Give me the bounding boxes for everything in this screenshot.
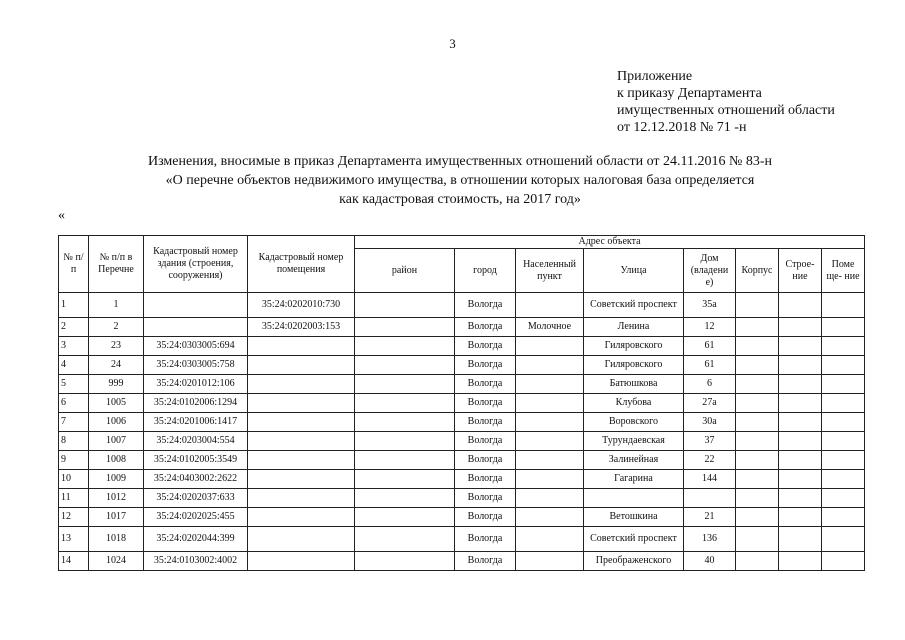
cell-room bbox=[822, 413, 865, 432]
table-row bbox=[59, 394, 865, 413]
cell-list-num: 2 bbox=[89, 318, 144, 337]
cell-building bbox=[779, 293, 822, 318]
cell-room bbox=[822, 508, 865, 527]
cell-building bbox=[779, 552, 822, 571]
cell-building-cadastre: 35:24:0103002:4002 bbox=[144, 552, 248, 571]
cell-list-num: 1012 bbox=[89, 489, 144, 508]
cell-korpus bbox=[736, 451, 779, 470]
cell-building-cadastre: 35:24:0303005:758 bbox=[144, 356, 248, 375]
cell-house: 21 bbox=[684, 508, 736, 527]
cell-district bbox=[355, 394, 455, 413]
cell-room-cadastre bbox=[248, 356, 355, 375]
cell-street: Гиляровского bbox=[584, 337, 684, 356]
cell-settlement bbox=[516, 293, 584, 318]
cell-settlement bbox=[516, 394, 584, 413]
cell-building bbox=[779, 356, 822, 375]
cell-house: 136 bbox=[684, 527, 736, 552]
cell-building-cadastre bbox=[144, 293, 248, 318]
cell-num: 7 bbox=[59, 413, 89, 432]
cell-street: Советский проспект bbox=[584, 293, 684, 318]
table-row bbox=[59, 318, 865, 337]
table-row bbox=[59, 293, 865, 318]
cell-num: 11 bbox=[59, 489, 89, 508]
cell-list-num: 1017 bbox=[89, 508, 144, 527]
cell-room-cadastre: 35:24:0202010:730 bbox=[248, 293, 355, 318]
cell-list-num: 1024 bbox=[89, 552, 144, 571]
cell-house: 61 bbox=[684, 337, 736, 356]
cell-settlement bbox=[516, 375, 584, 394]
cell-settlement bbox=[516, 337, 584, 356]
table-row bbox=[59, 552, 865, 571]
cell-num: 8 bbox=[59, 432, 89, 451]
cell-building-cadastre bbox=[144, 318, 248, 337]
cell-korpus bbox=[736, 337, 779, 356]
cell-room-cadastre bbox=[248, 489, 355, 508]
cell-district bbox=[355, 451, 455, 470]
cell-room-cadastre bbox=[248, 375, 355, 394]
cell-city: Вологда bbox=[455, 394, 516, 413]
cell-building bbox=[779, 489, 822, 508]
header-room-cadastre: Кадастровый номер помещения bbox=[248, 236, 355, 293]
cell-num: 12 bbox=[59, 508, 89, 527]
cell-list-num: 24 bbox=[89, 356, 144, 375]
cell-building bbox=[779, 470, 822, 489]
header-city: город bbox=[455, 249, 516, 293]
title-line: «О перечне объектов недвижимого имущества, в отношении которых налоговая база определяется bbox=[165, 173, 755, 188]
header-district: район bbox=[355, 249, 455, 293]
cell-room bbox=[822, 489, 865, 508]
cell-district bbox=[355, 318, 455, 337]
cell-korpus bbox=[736, 470, 779, 489]
cell-house: 22 bbox=[684, 451, 736, 470]
cell-korpus bbox=[736, 356, 779, 375]
cell-settlement: Молочное bbox=[516, 318, 584, 337]
cell-room bbox=[822, 318, 865, 337]
cell-building bbox=[779, 413, 822, 432]
table-row bbox=[59, 356, 865, 375]
appendix-header bbox=[617, 68, 835, 136]
appendix-line: Приложение bbox=[617, 69, 693, 84]
cell-building-cadastre: 35:24:0202044:399 bbox=[144, 527, 248, 552]
cell-district bbox=[355, 527, 455, 552]
cell-district bbox=[355, 552, 455, 571]
cell-room bbox=[822, 394, 865, 413]
cell-room-cadastre: 35:24:0202003:153 bbox=[248, 318, 355, 337]
cell-building-cadastre: 35:24:0303005:694 bbox=[144, 337, 248, 356]
table-row bbox=[59, 508, 865, 527]
cell-house: 61 bbox=[684, 356, 736, 375]
cell-house bbox=[684, 489, 736, 508]
cell-house: 6 bbox=[684, 375, 736, 394]
cell-building-cadastre: 35:24:0102006:1294 bbox=[144, 394, 248, 413]
appendix-line: имущественных отношений области bbox=[617, 103, 835, 118]
cell-city: Вологда bbox=[455, 375, 516, 394]
cell-settlement bbox=[516, 451, 584, 470]
header-korpus: Корпус bbox=[736, 249, 779, 293]
cell-building-cadastre: 35:24:0202025:455 bbox=[144, 508, 248, 527]
cell-building-cadastre: 35:24:0203004:554 bbox=[144, 432, 248, 451]
cell-street: Гиляровского bbox=[584, 356, 684, 375]
cell-settlement bbox=[516, 432, 584, 451]
header-room: Поме ще- ние bbox=[822, 249, 865, 293]
cell-list-num: 1009 bbox=[89, 470, 144, 489]
cell-num: 3 bbox=[59, 337, 89, 356]
document-title bbox=[60, 152, 860, 209]
cell-room bbox=[822, 375, 865, 394]
cell-korpus bbox=[736, 318, 779, 337]
appendix-line: от 12.12.2018 № 71 -н bbox=[617, 120, 747, 135]
cell-room bbox=[822, 527, 865, 552]
table-row bbox=[59, 489, 865, 508]
cell-street: Советский проспект bbox=[584, 527, 684, 552]
cell-room-cadastre bbox=[248, 432, 355, 451]
cell-building-cadastre: 35:24:0403002:2622 bbox=[144, 470, 248, 489]
cell-room bbox=[822, 432, 865, 451]
cell-district bbox=[355, 470, 455, 489]
header-list-num: № п/п в Перечне bbox=[89, 236, 144, 293]
cell-list-num: 1018 bbox=[89, 527, 144, 552]
header-building: Строе- ние bbox=[779, 249, 822, 293]
cell-num: 6 bbox=[59, 394, 89, 413]
cell-building-cadastre: 35:24:0201006:1417 bbox=[144, 413, 248, 432]
cell-city: Вологда bbox=[455, 451, 516, 470]
cell-room-cadastre bbox=[248, 337, 355, 356]
title-line: как кадастровая стоимость, на 2017 год» bbox=[339, 192, 581, 207]
cell-room bbox=[822, 552, 865, 571]
table-row bbox=[59, 527, 865, 552]
appendix-line: к приказу Департамента bbox=[617, 86, 762, 101]
cell-korpus bbox=[736, 489, 779, 508]
cell-list-num: 1005 bbox=[89, 394, 144, 413]
cell-korpus bbox=[736, 375, 779, 394]
objects-table bbox=[58, 235, 865, 571]
cell-city: Вологда bbox=[455, 337, 516, 356]
cell-district bbox=[355, 375, 455, 394]
cell-city: Вологда bbox=[455, 293, 516, 318]
cell-settlement bbox=[516, 356, 584, 375]
cell-city: Вологда bbox=[455, 508, 516, 527]
cell-building bbox=[779, 394, 822, 413]
cell-street: Залинейная bbox=[584, 451, 684, 470]
cell-district bbox=[355, 293, 455, 318]
cell-street: Батюшкова bbox=[584, 375, 684, 394]
cell-district bbox=[355, 337, 455, 356]
cell-district bbox=[355, 489, 455, 508]
cell-house: 40 bbox=[684, 552, 736, 571]
header-num: № п/п bbox=[59, 236, 89, 293]
cell-street bbox=[584, 489, 684, 508]
cell-street: Ветошкина bbox=[584, 508, 684, 527]
cell-korpus bbox=[736, 508, 779, 527]
cell-city: Вологда bbox=[455, 552, 516, 571]
cell-district bbox=[355, 356, 455, 375]
cell-house: 144 bbox=[684, 470, 736, 489]
cell-room-cadastre bbox=[248, 451, 355, 470]
cell-num: 1 bbox=[59, 293, 89, 318]
cell-building bbox=[779, 451, 822, 470]
table-row bbox=[59, 451, 865, 470]
header-settlement: Населенный пункт bbox=[516, 249, 584, 293]
cell-room bbox=[822, 293, 865, 318]
cell-room bbox=[822, 451, 865, 470]
cell-building bbox=[779, 432, 822, 451]
cell-district bbox=[355, 413, 455, 432]
cell-district bbox=[355, 432, 455, 451]
cell-num: 10 bbox=[59, 470, 89, 489]
header-building-cadastre: Кадастровый номер здания (строения, сооружения) bbox=[144, 236, 248, 293]
cell-korpus bbox=[736, 394, 779, 413]
cell-building bbox=[779, 508, 822, 527]
cell-building-cadastre: 35:24:0202037:633 bbox=[144, 489, 248, 508]
cell-settlement bbox=[516, 489, 584, 508]
table-row bbox=[59, 413, 865, 432]
cell-list-num: 1006 bbox=[89, 413, 144, 432]
cell-street: Преображенского bbox=[584, 552, 684, 571]
cell-building-cadastre: 35:24:0201012:106 bbox=[144, 375, 248, 394]
cell-city: Вологда bbox=[455, 413, 516, 432]
cell-room bbox=[822, 470, 865, 489]
cell-building bbox=[779, 375, 822, 394]
cell-street: Гагарина bbox=[584, 470, 684, 489]
cell-building-cadastre: 35:24:0102005:3549 bbox=[144, 451, 248, 470]
cell-settlement bbox=[516, 527, 584, 552]
cell-korpus bbox=[736, 432, 779, 451]
cell-list-num: 999 bbox=[89, 375, 144, 394]
cell-settlement bbox=[516, 508, 584, 527]
cell-list-num: 1007 bbox=[89, 432, 144, 451]
cell-street: Воровского bbox=[584, 413, 684, 432]
cell-city: Вологда bbox=[455, 432, 516, 451]
cell-building bbox=[779, 318, 822, 337]
cell-korpus bbox=[736, 527, 779, 552]
cell-num: 14 bbox=[59, 552, 89, 571]
cell-settlement bbox=[516, 470, 584, 489]
table-row bbox=[59, 432, 865, 451]
cell-street: Ленина bbox=[584, 318, 684, 337]
cell-room-cadastre bbox=[248, 413, 355, 432]
cell-city: Вологда bbox=[455, 470, 516, 489]
table-row bbox=[59, 375, 865, 394]
cell-num: 4 bbox=[59, 356, 89, 375]
cell-korpus bbox=[736, 293, 779, 318]
header-house: Дом (владени е) bbox=[684, 249, 736, 293]
cell-city: Вологда bbox=[455, 318, 516, 337]
cell-house: 12 bbox=[684, 318, 736, 337]
cell-building bbox=[779, 527, 822, 552]
cell-house: 27а bbox=[684, 394, 736, 413]
cell-num: 9 bbox=[59, 451, 89, 470]
cell-num: 5 bbox=[59, 375, 89, 394]
cell-street: Клубова bbox=[584, 394, 684, 413]
page-number: 3 bbox=[449, 36, 456, 51]
cell-street: Турундаевская bbox=[584, 432, 684, 451]
cell-room-cadastre bbox=[248, 527, 355, 552]
cell-district bbox=[355, 508, 455, 527]
opening-quote: « bbox=[58, 208, 65, 223]
table-row bbox=[59, 470, 865, 489]
cell-house: 30а bbox=[684, 413, 736, 432]
cell-num: 13 bbox=[59, 527, 89, 552]
cell-korpus bbox=[736, 413, 779, 432]
cell-settlement bbox=[516, 413, 584, 432]
cell-house: 37 bbox=[684, 432, 736, 451]
cell-house: 35а bbox=[684, 293, 736, 318]
cell-city: Вологда bbox=[455, 527, 516, 552]
cell-settlement bbox=[516, 552, 584, 571]
cell-room-cadastre bbox=[248, 508, 355, 527]
cell-room-cadastre bbox=[248, 394, 355, 413]
cell-list-num: 1008 bbox=[89, 451, 144, 470]
cell-building bbox=[779, 337, 822, 356]
cell-list-num: 23 bbox=[89, 337, 144, 356]
title-line: Изменения, вносимые в приказ Департамента имущественных отношений области от 24.11.2016 № 83-н bbox=[147, 154, 773, 169]
cell-room bbox=[822, 356, 865, 375]
cell-korpus bbox=[736, 552, 779, 571]
cell-num: 2 bbox=[59, 318, 89, 337]
cell-room bbox=[822, 337, 865, 356]
header-address: Адрес объекта bbox=[355, 236, 865, 249]
cell-city: Вологда bbox=[455, 489, 516, 508]
header-street: Улица bbox=[584, 249, 684, 293]
cell-room-cadastre bbox=[248, 552, 355, 571]
cell-list-num: 1 bbox=[89, 293, 144, 318]
cell-city: Вологда bbox=[455, 356, 516, 375]
cell-room-cadastre bbox=[248, 470, 355, 489]
table-row bbox=[59, 337, 865, 356]
